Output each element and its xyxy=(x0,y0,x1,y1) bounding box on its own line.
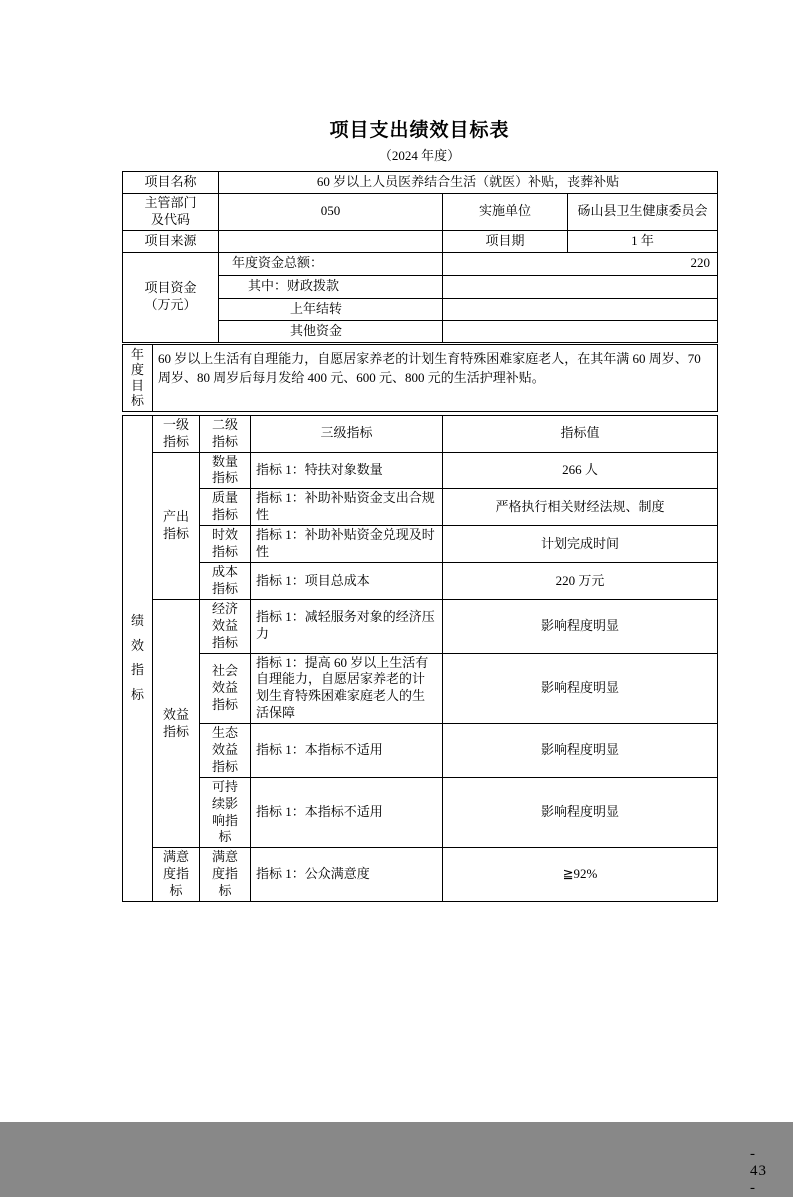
header-value: 指标值 xyxy=(443,415,718,452)
funds-label-text: 项目资金（万元） xyxy=(144,280,197,313)
dept-row xyxy=(123,194,718,231)
indicators-side-label-text: 绩效指标 xyxy=(130,613,144,703)
source-value xyxy=(219,230,443,252)
project-name-label: 项目名称 xyxy=(123,172,219,194)
level2-indicator-cell xyxy=(200,452,251,489)
indicator-row xyxy=(123,777,718,848)
page-number: - 43 - xyxy=(750,1146,767,1196)
level3-indicator-cell: 指标 1：补助补贴资金支出合规性 xyxy=(251,489,443,526)
dept-label-text: 主管部门及代码 xyxy=(144,195,197,227)
indicator-value-cell: 220 万元 xyxy=(443,563,718,600)
header-level3: 三级指标 xyxy=(251,415,443,452)
funds-total-value: 220 xyxy=(443,252,718,275)
indicator-value-cell: 影响程度明显 xyxy=(443,777,718,848)
level2-indicator-text: 质量指标 xyxy=(211,490,238,523)
impl-unit-value: 砀山县卫生健康委员会 xyxy=(568,194,718,231)
level1-indicator-text: 产出指标 xyxy=(162,508,189,541)
annual-goal-row xyxy=(123,344,718,411)
level2-indicator-cell xyxy=(200,489,251,526)
level1-indicator-text: 满意度指标 xyxy=(162,849,189,899)
header-level1-text: 一级指标 xyxy=(162,416,189,449)
level2-indicator-text: 经济效益指标 xyxy=(211,600,238,650)
annual-goal-text: 60 岁以上生活有自理能力，自愿居家养老的计划生育特殊困难家庭老人，在其年满 60 周岁、70 周岁、80 周岁后每月发给 400 元、600 元、800 元的生活护理补贴。 xyxy=(153,344,718,411)
funds-total-row xyxy=(123,252,718,275)
page-subtitle: （2024 年度） xyxy=(378,148,461,163)
level3-indicator-cell: 指标 1：项目总成本 xyxy=(251,563,443,600)
level1-indicator-cell xyxy=(153,452,200,599)
funds-total-label: 年度资金总额： xyxy=(219,252,443,275)
indicator-row xyxy=(123,599,718,653)
level3-indicator-cell: 指标 1：减轻服务对象的经济压力 xyxy=(251,599,443,653)
page-title: 项目支出绩效目标表 xyxy=(329,120,510,141)
project-info-table xyxy=(122,171,718,343)
indicator-row xyxy=(123,848,718,902)
funds-carryover-value xyxy=(443,298,718,320)
funds-other-label: 其他资金 xyxy=(219,320,443,342)
indicator-value-cell: 影响程度明显 xyxy=(443,599,718,653)
level3-indicator-cell: 指标 1：补助补贴资金兑现及时性 xyxy=(251,526,443,563)
level2-indicator-cell xyxy=(200,848,251,902)
header-level1 xyxy=(153,415,200,452)
level2-indicator-cell xyxy=(200,724,251,778)
indicators-side-label xyxy=(123,415,153,901)
project-name-row xyxy=(123,172,718,194)
source-row xyxy=(123,230,718,252)
indicator-row xyxy=(123,452,718,489)
level2-indicator-text: 满意度指标 xyxy=(211,849,238,899)
level1-indicator-cell xyxy=(153,848,200,902)
annual-goal-label xyxy=(123,344,153,411)
level1-indicator-cell xyxy=(153,599,200,847)
level2-indicator-text: 时效指标 xyxy=(211,527,238,560)
level3-indicator-cell: 指标 1：特扶对象数量 xyxy=(251,452,443,489)
header-level2 xyxy=(200,415,251,452)
indicator-value-cell: 计划完成时间 xyxy=(443,526,718,563)
level1-indicator-text: 效益指标 xyxy=(162,706,189,739)
level2-indicator-text: 生态效益指标 xyxy=(211,725,238,774)
funds-label xyxy=(123,252,219,342)
level2-indicator-text: 社会效益指标 xyxy=(211,663,238,712)
level2-indicator-text: 可持续影响指标 xyxy=(211,778,238,845)
source-label: 项目来源 xyxy=(123,230,219,252)
level3-indicator-cell: 指标 1：公众满意度 xyxy=(251,848,443,902)
indicator-value-cell: 影响程度明显 xyxy=(443,653,718,724)
indicator-row xyxy=(123,563,718,600)
indicator-value-cell: 严格执行相关财经法规、制度 xyxy=(443,489,718,526)
funds-other-value xyxy=(443,320,718,342)
dept-label xyxy=(123,194,219,231)
level2-indicator-cell xyxy=(200,653,251,724)
header-level2-text: 二级指标 xyxy=(211,416,238,449)
level2-indicator-cell xyxy=(200,563,251,600)
annual-goal-table xyxy=(122,344,718,412)
level2-indicator-cell xyxy=(200,526,251,563)
performance-indicators-table xyxy=(122,415,718,902)
annual-goal-label-text: 年度目标 xyxy=(130,347,144,409)
indicator-row xyxy=(123,489,718,526)
funds-carryover-label: 上年结转 xyxy=(219,298,443,320)
level2-indicator-cell xyxy=(200,777,251,848)
funds-fiscal-value xyxy=(443,275,718,298)
indicator-value-cell: 影响程度明显 xyxy=(443,724,718,778)
project-name-value: 60 岁以上人员医养结合生活（就医）补贴，丧葬补贴 xyxy=(219,172,718,194)
document-body xyxy=(122,115,767,1196)
indicator-value-cell: ≧92% xyxy=(443,848,718,902)
indicator-row xyxy=(123,724,718,778)
impl-unit-label: 实施单位 xyxy=(443,194,568,231)
level3-indicator-cell: 指标 1：本指标不适用 xyxy=(251,777,443,848)
level2-indicator-cell xyxy=(200,599,251,653)
indicator-value-cell: 266 人 xyxy=(443,452,718,489)
indicators-header-row xyxy=(123,415,718,452)
period-label: 项目期 xyxy=(443,230,568,252)
funds-fiscal-label: 其中：财政拨款 xyxy=(219,275,443,298)
dept-code-value: 050 xyxy=(219,194,443,231)
level3-indicator-cell: 指标 1：本指标不适用 xyxy=(251,724,443,778)
level3-indicator-cell: 指标 1：提高 60 岁以上生活有自理能力，自愿居家养老的计划生育特殊困难家庭老人的生活保障 xyxy=(251,653,443,724)
level2-indicator-text: 数量指标 xyxy=(211,453,238,486)
period-value: 1 年 xyxy=(568,230,718,252)
indicator-row xyxy=(123,526,718,563)
indicator-row xyxy=(123,653,718,724)
level2-indicator-text: 成本指标 xyxy=(211,564,238,597)
